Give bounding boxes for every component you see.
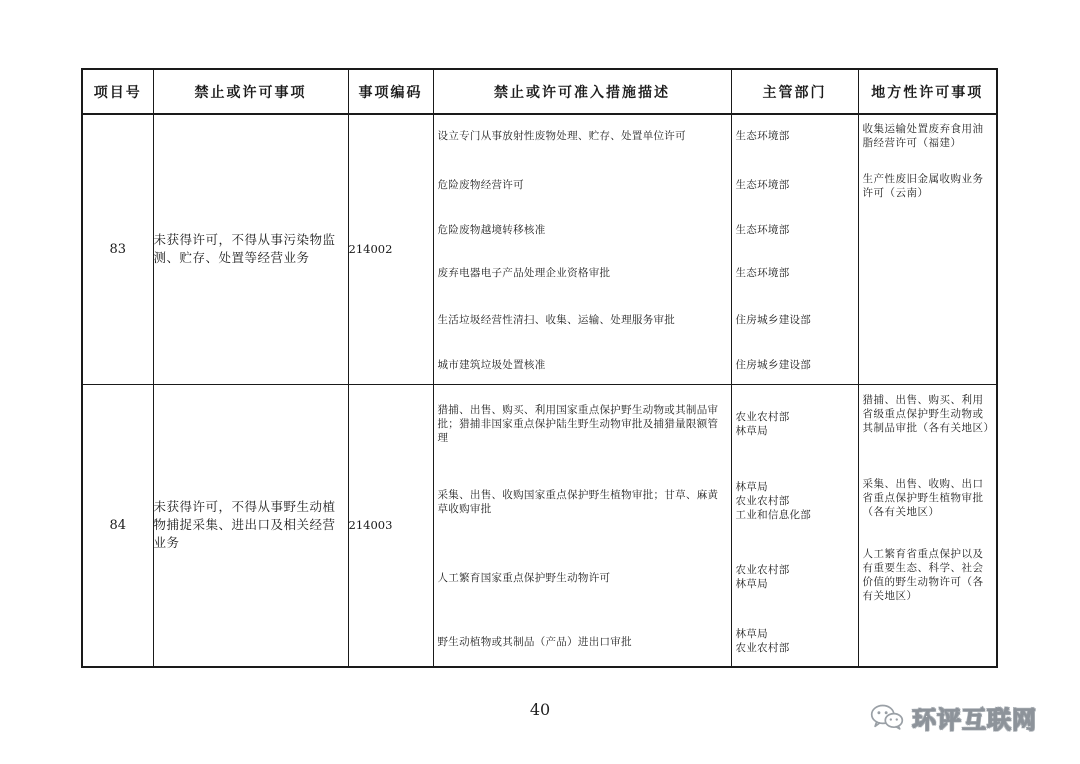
- local-permit-item: 收集运输处置废弃食用油脂经营许可（福建）: [862, 123, 984, 149]
- table-row: [82, 114, 997, 384]
- measure-description: 废弃电器电子产品处理企业资格审批: [437, 267, 611, 279]
- header-item-number: 项目号: [82, 69, 153, 114]
- department-name: 农业农村部 林草局: [735, 563, 790, 590]
- measure-description: 生活垃圾经营性清扫、收集、运输、处理服务审批: [437, 314, 676, 326]
- row-item-number: 83: [82, 114, 153, 384]
- department-name: 林草局 农业农村部 工业和信息化部: [735, 480, 812, 521]
- header-measure-description: 禁止或许可准入措施描述: [433, 69, 731, 114]
- measure-description: 设立专门从事放射性废物处理、贮存、处置单位许可: [437, 130, 686, 142]
- row-measures-cell: [433, 384, 731, 667]
- local-permit-item: 采集、出售、收购、出口省重点保护野生植物审批（各有关地区）: [862, 477, 984, 518]
- row-measures-cell: [433, 114, 731, 384]
- department-name: 生态环境部: [735, 130, 790, 142]
- watermark: [870, 700, 1037, 734]
- department-name: 林草局 农业农村部: [735, 627, 790, 654]
- department-name: 生态环境部: [735, 224, 790, 236]
- measure-description: 人工繁育国家重点保护野生动物许可: [437, 571, 611, 584]
- local-permit-item: 人工繁育省重点保护以及有重要生态、科学、社会价值的野生动物许可（各有关地区）: [862, 547, 984, 602]
- measure-description: 危险废物经营许可: [437, 179, 524, 191]
- row-item-code: 214002: [348, 114, 433, 384]
- row-departments-cell: [731, 114, 858, 384]
- department-name: 生态环境部: [735, 179, 790, 191]
- header-item-code: 事项编码: [348, 69, 433, 114]
- department-name: 住房城乡建设部: [735, 359, 812, 371]
- row-permit-item: 未获得许可，不得从事野生动植物捕捉采集、进出口及相关经营业务: [153, 384, 348, 667]
- department-name: 住房城乡建设部: [735, 314, 812, 326]
- row-local-permits-cell: [858, 384, 997, 667]
- wechat-icon: [870, 703, 904, 731]
- row-item-code: 214003: [348, 384, 433, 667]
- row-departments-cell: [731, 384, 858, 667]
- page-number: 40: [529, 700, 551, 719]
- row-permit-item: 未获得许可，不得从事污染物监测、贮存、处置等经营业务: [153, 114, 348, 384]
- negative-list-table: [81, 68, 998, 668]
- row-item-number: 84: [82, 384, 153, 667]
- department-name: 农业农村部 林草局: [735, 410, 790, 437]
- table-row: [82, 384, 997, 667]
- header-permit-item: 禁止或许可事项: [153, 69, 348, 114]
- measure-description: 城市建筑垃圾处置核准: [437, 359, 546, 371]
- row-local-permits-cell: [858, 114, 997, 384]
- measure-description: 危险废物越境转移核准: [437, 224, 546, 236]
- table-header-row: [82, 69, 997, 114]
- header-local-permit: 地方性许可事项: [858, 69, 997, 114]
- measure-description: 猎捕、出售、购买、利用国家重点保护野生动物或其制品审批；猎捕非国家重点保护陆生野生动物审批及捕猎量限额管理: [437, 403, 719, 444]
- header-department: 主管部门: [731, 69, 858, 114]
- measure-description: 野生动植物或其制品（产品）进出口审批: [437, 635, 632, 648]
- watermark-text: 环评互联网: [912, 705, 1037, 734]
- department-name: 生态环境部: [735, 267, 790, 279]
- local-permit-item: 猎捕、出售、购买、利用省级重点保护野生动物或其制品审批（各有关地区）: [862, 393, 995, 434]
- measure-description: 采集、出售、收购国家重点保护野生植物审批；甘草、麻黄草收购审批: [437, 488, 719, 515]
- local-permit-item: 生产性废旧金属收购业务许可（云南）: [862, 173, 984, 199]
